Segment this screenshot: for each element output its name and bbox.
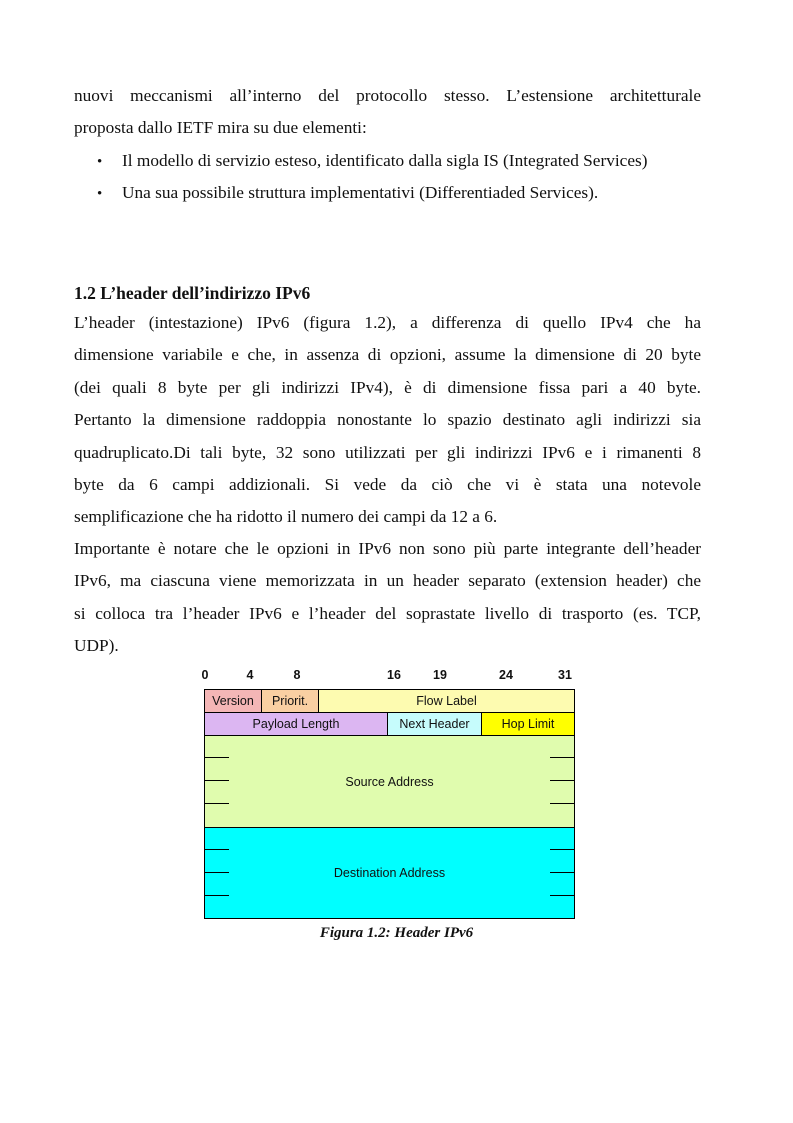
- flow-label-field: Flow Label: [318, 689, 575, 713]
- word-separator: [204, 803, 229, 804]
- text-line: semplificazione che ha ridotto il numero dei campi da 12 a 6.: [74, 507, 498, 526]
- source-address-field: Source Address: [204, 735, 575, 828]
- text-line: dimensione variabile e che, in assenza di opzioni, assume la dimensione di 20 byte: [74, 345, 701, 365]
- body-paragraph: [74, 533, 701, 630]
- intro-paragraph: [74, 80, 701, 112]
- bit-tick: 24: [499, 668, 513, 682]
- text-line: UDP).: [74, 636, 119, 655]
- text-line: si colloca tra l’header IPv6 e l’header del soprastate livello di trasporto (es. TCP,: [74, 603, 701, 623]
- hop-limit-field: Hop Limit: [481, 712, 575, 736]
- text-line: byte da 6 campi addizionali. Si vede da ciò che vi è stata una notevole: [74, 475, 701, 495]
- word-separator: [204, 780, 229, 781]
- bit-tick: 19: [433, 668, 447, 682]
- text-line: quadruplicato.Di tali byte, 32 sono utilizzati per gli indirizzi IPv6 e i rimanenti 8: [74, 442, 701, 462]
- bullet-icon: •: [97, 186, 103, 202]
- word-separator: [550, 849, 575, 850]
- word-separator: [550, 780, 575, 781]
- next-header-field: Next Header: [387, 712, 482, 736]
- text-line: IPv6, ma ciascuna viene memorizzata in un header separato (extension header) che: [74, 571, 701, 591]
- body-paragraph-end: [74, 630, 701, 662]
- text-line: Importante è notare che le opzioni in IPv6 non sono più parte integrante dell’header: [74, 539, 701, 558]
- bullet-item: [97, 145, 647, 178]
- word-separator: [550, 803, 575, 804]
- text-line: nuovi meccanismi all’interno del protocollo stesso. L’estensione architetturale: [74, 86, 701, 105]
- bit-tick: 31: [558, 668, 572, 682]
- intro-paragraph-end: [74, 112, 701, 144]
- word-separator: [550, 895, 575, 896]
- bullet-item: [97, 177, 598, 210]
- version-field: Version: [204, 689, 262, 713]
- word-separator: [550, 757, 575, 758]
- bullet-text: Il modello di servizio esteso, identificato dalla sigla IS (Integrated Services): [122, 151, 648, 170]
- priority-field: Priorit.: [261, 689, 319, 713]
- bit-tick: 8: [293, 668, 301, 682]
- bit-tick: 0: [201, 668, 209, 682]
- word-separator: [204, 872, 229, 873]
- payload-length-field: Payload Length: [204, 712, 388, 736]
- text-line: (dei quali 8 byte per gli indirizzi IPv4), è di dimensione fissa pari a 40 byte.: [74, 377, 701, 397]
- body-paragraph: [74, 307, 701, 501]
- word-separator: [204, 757, 229, 758]
- text-line: Pertanto la dimensione raddoppia nonostante lo spazio destinato agli indirizzi sia: [74, 410, 701, 430]
- word-separator: [550, 872, 575, 873]
- figure-caption: Figura 1.2: Header IPv6: [319, 925, 474, 941]
- destination-address-field: Destination Address: [204, 827, 575, 919]
- word-separator: [204, 895, 229, 896]
- word-separator: [204, 849, 229, 850]
- bit-tick: 4: [246, 668, 254, 682]
- text-line: proposta dallo IETF mira su due elementi:: [74, 118, 367, 137]
- bullet-icon: •: [97, 154, 103, 170]
- text-line: L’header (intestazione) IPv6 (figura 1.2), a differenza di quello IPv4 che ha: [74, 313, 701, 332]
- bit-tick: 16: [387, 668, 401, 682]
- section-title: 1.2 L’header dell’indirizzo IPv6: [74, 283, 311, 303]
- bullet-text: Una sua possibile struttura implementativi (Differentiaded Services).: [122, 183, 599, 202]
- body-paragraph-end: [74, 501, 701, 533]
